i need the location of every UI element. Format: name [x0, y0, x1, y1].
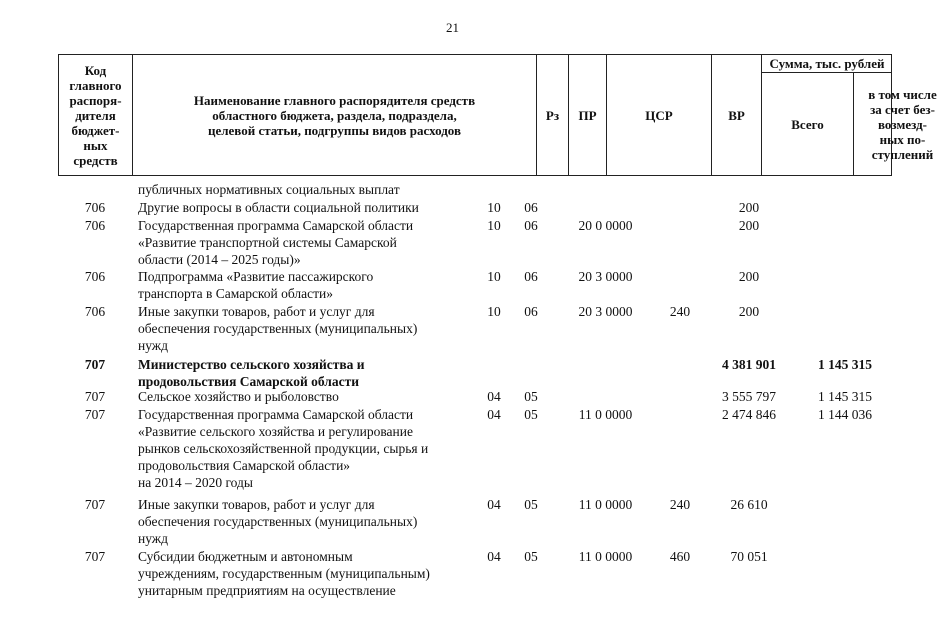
row-name-line: Другие вопросы в области социальной политики	[138, 200, 419, 215]
row-name-line: Субсидии бюджетным и автономным	[138, 549, 353, 564]
row-name-line: обеспечения государственных (муниципальных)	[138, 514, 418, 529]
row-pr: 06	[524, 200, 538, 215]
row-name	[138, 303, 483, 354]
row-name	[138, 199, 483, 216]
row-name-line: «Развитие транспортной системы Самарской	[138, 235, 397, 250]
row-name-line: Государственная программа Самарской области	[138, 407, 414, 422]
row-code: 706	[84, 269, 106, 284]
row-rz: 10	[487, 304, 501, 319]
row-csr: 20 0 0000	[578, 218, 633, 233]
row-rz: 04	[487, 549, 501, 564]
row-code: 707	[84, 407, 106, 422]
header-rz: Рз	[537, 55, 569, 175]
header-code-line: дителя	[75, 107, 116, 123]
header-code-line: средств	[73, 152, 118, 168]
row-code: 707	[84, 357, 106, 372]
row-name-line: Государственная программа Самарской области	[138, 218, 414, 233]
header-name-line: областного бюджета, раздела, подраздела,	[212, 107, 457, 123]
row-incl: 1 145 315	[818, 389, 872, 404]
row-total: 4 381 901	[722, 357, 776, 372]
row-name-line: на 2014 – 2020 годы	[138, 475, 253, 490]
row-total: 70 051	[730, 549, 768, 564]
row-name-line: Иные закупки товаров, работ и услуг для	[138, 497, 375, 512]
row-code: 707	[84, 389, 106, 404]
row-name	[138, 181, 483, 198]
row-code: 706	[84, 218, 106, 233]
row-name-line: нужд	[138, 338, 168, 353]
row-total: 26 610	[730, 497, 768, 512]
header-code-line: ных	[83, 137, 108, 153]
row-total: 200	[738, 304, 760, 319]
row-total: 200	[738, 200, 760, 215]
header-vr: ВР	[712, 55, 762, 175]
row-name-line: публичных нормативных социальных выплат	[138, 182, 400, 197]
header-code-line: распоря-	[69, 92, 122, 108]
row-csr: 20 3 0000	[578, 304, 633, 319]
row-total: 3 555 797	[722, 389, 776, 404]
header-code-line: бюджет-	[71, 122, 120, 138]
row-vr: 240	[669, 497, 691, 512]
row-pr: 05	[524, 497, 538, 512]
header-total: Всего	[762, 73, 854, 176]
header-code	[59, 55, 133, 175]
row-name-line: Министерство сельского хозяйства и	[138, 357, 365, 372]
header-incl-line: ступлений	[871, 147, 934, 162]
row-name	[138, 356, 483, 390]
header-name	[133, 55, 537, 175]
row-rz: 04	[487, 407, 501, 422]
row-pr: 06	[524, 218, 538, 233]
header-code-line: Код	[84, 62, 107, 78]
page-number: 21	[446, 20, 459, 35]
row-pr: 05	[524, 389, 538, 404]
row-name-line: обеспечения государственных (муниципальных)	[138, 321, 418, 336]
row-rz: 10	[487, 269, 501, 284]
row-name-line: унитарным предприятиям на осуществление	[138, 583, 396, 598]
header-csr: ЦСР	[607, 55, 712, 175]
row-code: 707	[84, 497, 106, 512]
header-incl-line: возмезд-	[878, 117, 927, 132]
row-name-line: области (2014 – 2025 годы)»	[138, 252, 301, 267]
row-total: 2 474 846	[722, 407, 776, 422]
header-pr: ПР	[569, 55, 607, 175]
row-pr: 06	[524, 269, 538, 284]
row-csr: 11 0 0000	[578, 497, 633, 512]
row-name	[138, 217, 483, 268]
header-incl-line: ных по-	[879, 132, 926, 147]
header-incl-line: за счет без-	[870, 102, 935, 117]
row-incl: 1 145 315	[818, 357, 872, 372]
row-vr: 240	[669, 304, 691, 319]
row-vr: 460	[669, 549, 691, 564]
row-name	[138, 406, 483, 491]
row-code: 706	[84, 200, 106, 215]
row-name-line: Сельское хозяйство и рыболовство	[138, 389, 339, 404]
row-rz: 04	[487, 389, 501, 404]
row-total: 200	[738, 218, 760, 233]
header-incl-line: в том числе	[868, 87, 937, 102]
row-total: 200	[738, 269, 760, 284]
row-incl: 1 144 036	[818, 407, 872, 422]
header-name-line: целевой статьи, подгруппы видов расходов	[207, 122, 461, 138]
row-csr: 20 3 0000	[578, 269, 633, 284]
row-name-line: Иные закупки товаров, работ и услуг для	[138, 304, 375, 319]
row-csr: 11 0 0000	[578, 549, 633, 564]
row-name-line: Подпрограмма «Развитие пассажирского	[138, 269, 374, 284]
table-header	[58, 54, 937, 176]
row-pr: 05	[524, 407, 538, 422]
row-name	[138, 496, 483, 547]
row-code: 706	[84, 304, 106, 319]
row-name-line: нужд	[138, 531, 168, 546]
row-name-line: «Развитие сельского хозяйства и регулирование	[138, 424, 413, 439]
header-incl	[854, 73, 951, 176]
header-name-line: Наименование главного распорядителя средств	[193, 92, 476, 108]
row-rz: 10	[487, 200, 501, 215]
row-name-line: продовольствия Самарской области»	[138, 458, 351, 473]
header-sum-title: Сумма, тыс. рублей	[762, 55, 892, 73]
row-pr: 05	[524, 549, 538, 564]
row-csr: 11 0 0000	[578, 407, 633, 422]
row-name-line: рынков сельскохозяйственной продукции, сырья и	[138, 441, 429, 456]
row-name-line: продовольствия Самарской области	[138, 374, 359, 389]
row-rz: 10	[487, 218, 501, 233]
header-code-line: главного	[69, 77, 122, 93]
row-name-line: учреждениям, государственным (муниципальным)	[138, 566, 430, 581]
row-code: 707	[84, 549, 106, 564]
row-rz: 04	[487, 497, 501, 512]
row-name-line: транспорта в Самарской области»	[138, 286, 334, 301]
row-name	[138, 548, 483, 599]
row-name	[138, 268, 483, 302]
row-pr: 06	[524, 304, 538, 319]
row-name	[138, 388, 483, 405]
